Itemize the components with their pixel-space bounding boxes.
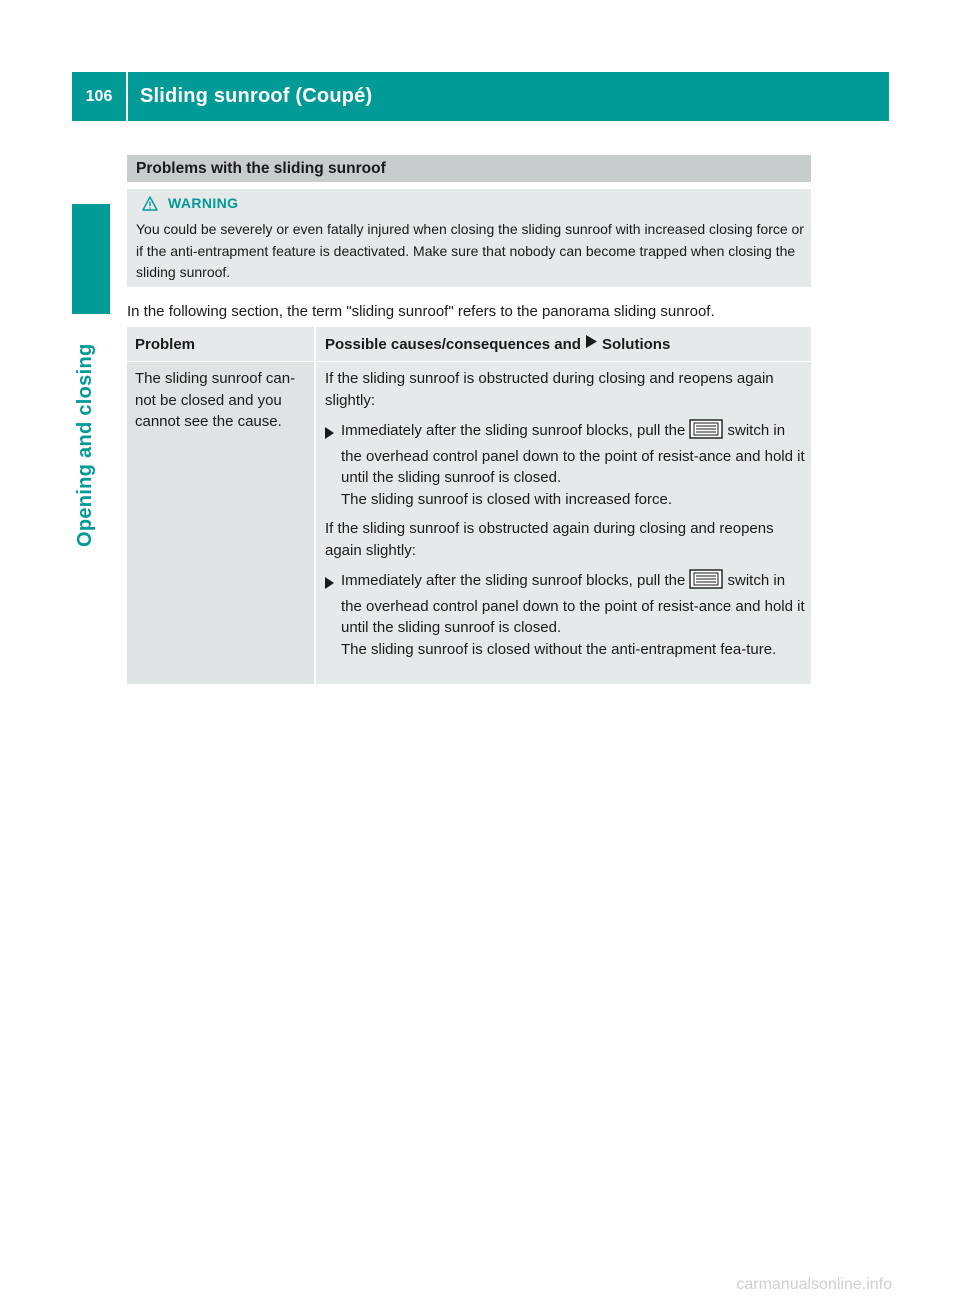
- header-causes: Possible causes/consequences and: [325, 335, 581, 353]
- problem-cell: The sliding sunroof can-not be closed and you cannot see the cause.: [127, 362, 314, 684]
- header-problem-cell: [127, 327, 314, 361]
- problem-table: [127, 327, 811, 684]
- chapter-marker: [72, 204, 110, 314]
- header-divider: [126, 72, 128, 121]
- watermark: carmanualsonline.info: [736, 1276, 892, 1293]
- sunroof-switch-icon: [689, 419, 723, 446]
- sunroof-switch-icon: [689, 569, 723, 596]
- warning-header: [142, 195, 238, 211]
- play-arrow-icon: [586, 335, 597, 353]
- intro-text: In the following section, the term "sliding sunroof" refers to the panorama sliding sunroof.: [127, 303, 715, 320]
- warning-triangle-icon: [142, 196, 158, 211]
- chapter-label: Opening and closing: [74, 343, 96, 547]
- warning-box: [127, 189, 811, 287]
- step-instruction: Immediately after the sliding sunroof blocks, pull the: [341, 422, 686, 439]
- step-instruction-rest: switch in the overhead control panel down to the point of resist-ance and hold it until the sliding sunroof is closed.: [341, 422, 805, 486]
- warning-label: WARNING: [168, 195, 239, 211]
- header-solutions-cell: [314, 327, 811, 361]
- section-title: Problems with the sliding sunroof: [136, 159, 386, 177]
- warning-text: You could be severely or even fatally injured when closing the sliding sunroof with increased closing force or if the anti-entrapment feature is deactivated. Make sure that nobody can become trapped when closing the sliding sunroof.: [136, 221, 804, 280]
- step-arrow-icon: [325, 419, 341, 510]
- step-result: The sliding sunroof is closed without the anti-entrapment fea-ture.: [341, 640, 777, 658]
- page-number: 106: [85, 87, 113, 105]
- header-solutions: Solutions: [601, 335, 671, 353]
- condition-paragraph: If the sliding sunroof is obstructed during closing and reopens again slightly:: [325, 370, 774, 409]
- step-result: The sliding sunroof is closed with increased force.: [341, 490, 672, 508]
- step-instruction: Immediately after the sliding sunroof blocks, pull the: [341, 572, 686, 589]
- condition-paragraph: If the sliding sunroof is obstructed again during closing and reopens again slightly:: [325, 520, 774, 559]
- page-header: [72, 72, 889, 121]
- step-body: [341, 569, 805, 660]
- step-instruction-rest: switch in the overhead control panel down to the point of resist-ance and hold it until the sliding sunroof is closed.: [341, 572, 805, 636]
- page-title: Sliding sunroof (Coupé): [140, 85, 373, 107]
- section-title-bar: [127, 155, 811, 182]
- solution-step: [325, 569, 805, 660]
- solutions-cell: [314, 362, 811, 684]
- step-body: [341, 419, 805, 510]
- table-header: [127, 327, 811, 362]
- solution-step: [325, 419, 805, 510]
- step-arrow-icon: [325, 569, 341, 660]
- header-problem: Problem: [135, 335, 196, 353]
- table-row: [127, 362, 811, 684]
